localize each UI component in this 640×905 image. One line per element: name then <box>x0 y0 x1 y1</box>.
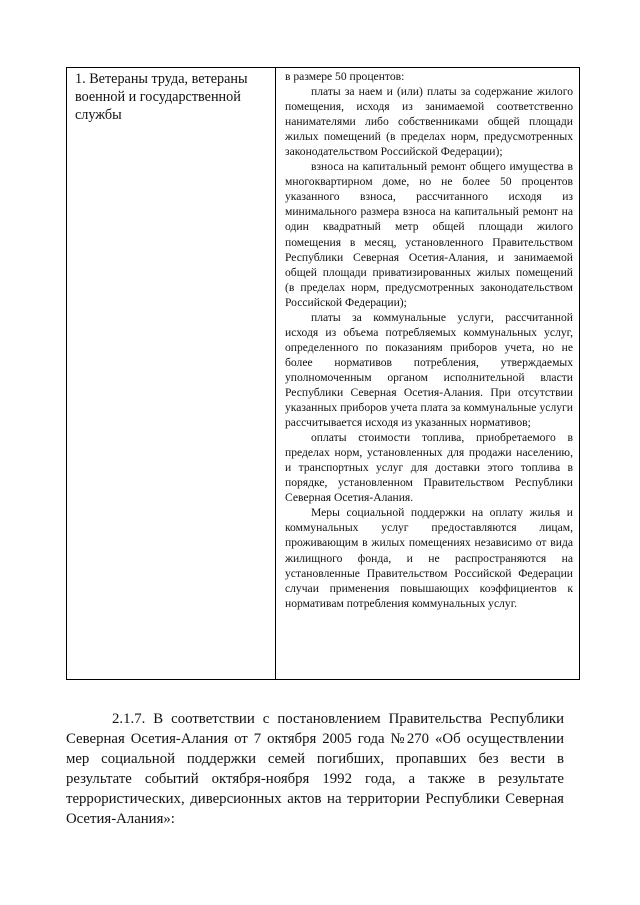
clause-2-1-7: 2.1.7. В соответствии с постановлением Правительства Республики Северная Осетия-Алания от 7 октября 2005 года №270 «Об осуществлении мер социальной поддержки семей погибших, пропавших без вести в результате событий октября-ноября 1992 года, а также в результате террористических, диверсионных актов на территории Республики Северная Осетия-Алания»: <box>66 710 564 827</box>
measure-paragraph-utilities: платы за коммунальные услуги, рассчитанной исходя из объема потребляемых коммунальных услуг, определенного по показаниям приборов учета, но не более нормативов потребления, утверждаемых уполномоченным органом исполнительной власти Республики Северная Осетия-Алания. При отсутствии указанных приборов учета плата за коммунальные услуги рассчитывается исходя из указанных нормативов; <box>285 310 573 430</box>
measure-paragraph-fuel: оплаты стоимости топлива, приобретаемого в пределах норм, установленных для продажи населению, и транспортных услуг для доставки этого топлива в порядке, установленном Правительством Республики Северная Осетия-Алания. <box>285 431 573 505</box>
measure-paragraph-capital-repair: взноса на капитальный ремонт общего имущества в многоквартирном доме, но не более 50 процентов указанного взноса, рассчитанного исходя из минимального размера взноса на капитальный ремонт на один квадратный метр общей площади жилого помещения в месяц, установленного Правительством Республики Северная Осетия-Алания, и занимаемой общей площади приватизированных жилых помещений (в пределах норм, предусмотренных законодательством Российской Федерации); <box>285 160 573 309</box>
measure-paragraph-scope: Меры социальной поддержки на оплату жилья и коммунальных услуг предоставляются лицам, проживающим в жилых помещениях независимо от вида жилищного фонда, и не распространяются на установленные Правительством Российской Федерации случаи применения повышающих коэффициентов к нормативам потребления коммунальных услуг. <box>285 506 573 610</box>
measure-paragraph-rent: платы за наем и (или) платы за содержание жилого помещения, исходя из занимаемой соответственно нанимателями либо собственниками общей площади жилых помещений (в пределах норм, предусмотренных законодательством Российской Федерации); <box>285 85 573 159</box>
benefits-table <box>66 67 580 680</box>
category-cell <box>67 68 276 679</box>
measures-cell <box>276 68 579 679</box>
measures-intro: в размере 50 процентов: <box>285 70 405 83</box>
category-text: 1. Ветераны труда, ветераны военной и государственной службы <box>75 71 248 123</box>
